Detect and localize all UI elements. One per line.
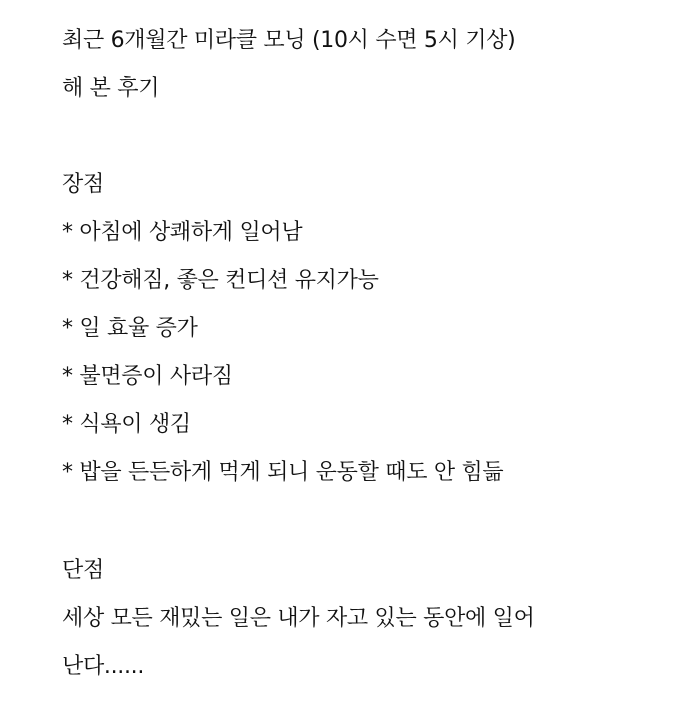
pros-item: * 일 효율 증가 bbox=[62, 316, 198, 341]
cons-text-line-1: 세상 모든 재밌는 일은 내가 자고 있는 동안에 일어 bbox=[62, 606, 535, 631]
pros-item: * 식욕이 생김 bbox=[62, 412, 191, 437]
pros-item: * 아침에 상쾌하게 일어남 bbox=[62, 220, 303, 245]
pros-item: * 밥을 든든하게 먹게 되니 운동할 때도 안 힘듦 bbox=[62, 460, 504, 485]
post-title-line-2: 해 본 후기 bbox=[62, 76, 160, 101]
pros-item: * 건강해짐, 좋은 컨디션 유지가능 bbox=[62, 268, 379, 293]
cons-heading: 단점 bbox=[62, 558, 104, 583]
post-title-line-1: 최근 6개월간 미라클 모닝 (10시 수면 5시 기상) bbox=[62, 28, 516, 53]
pros-heading: 장점 bbox=[62, 172, 104, 197]
pros-item: * 불면증이 사라짐 bbox=[62, 364, 233, 389]
cons-text-line-2: 난다...... bbox=[62, 654, 145, 679]
